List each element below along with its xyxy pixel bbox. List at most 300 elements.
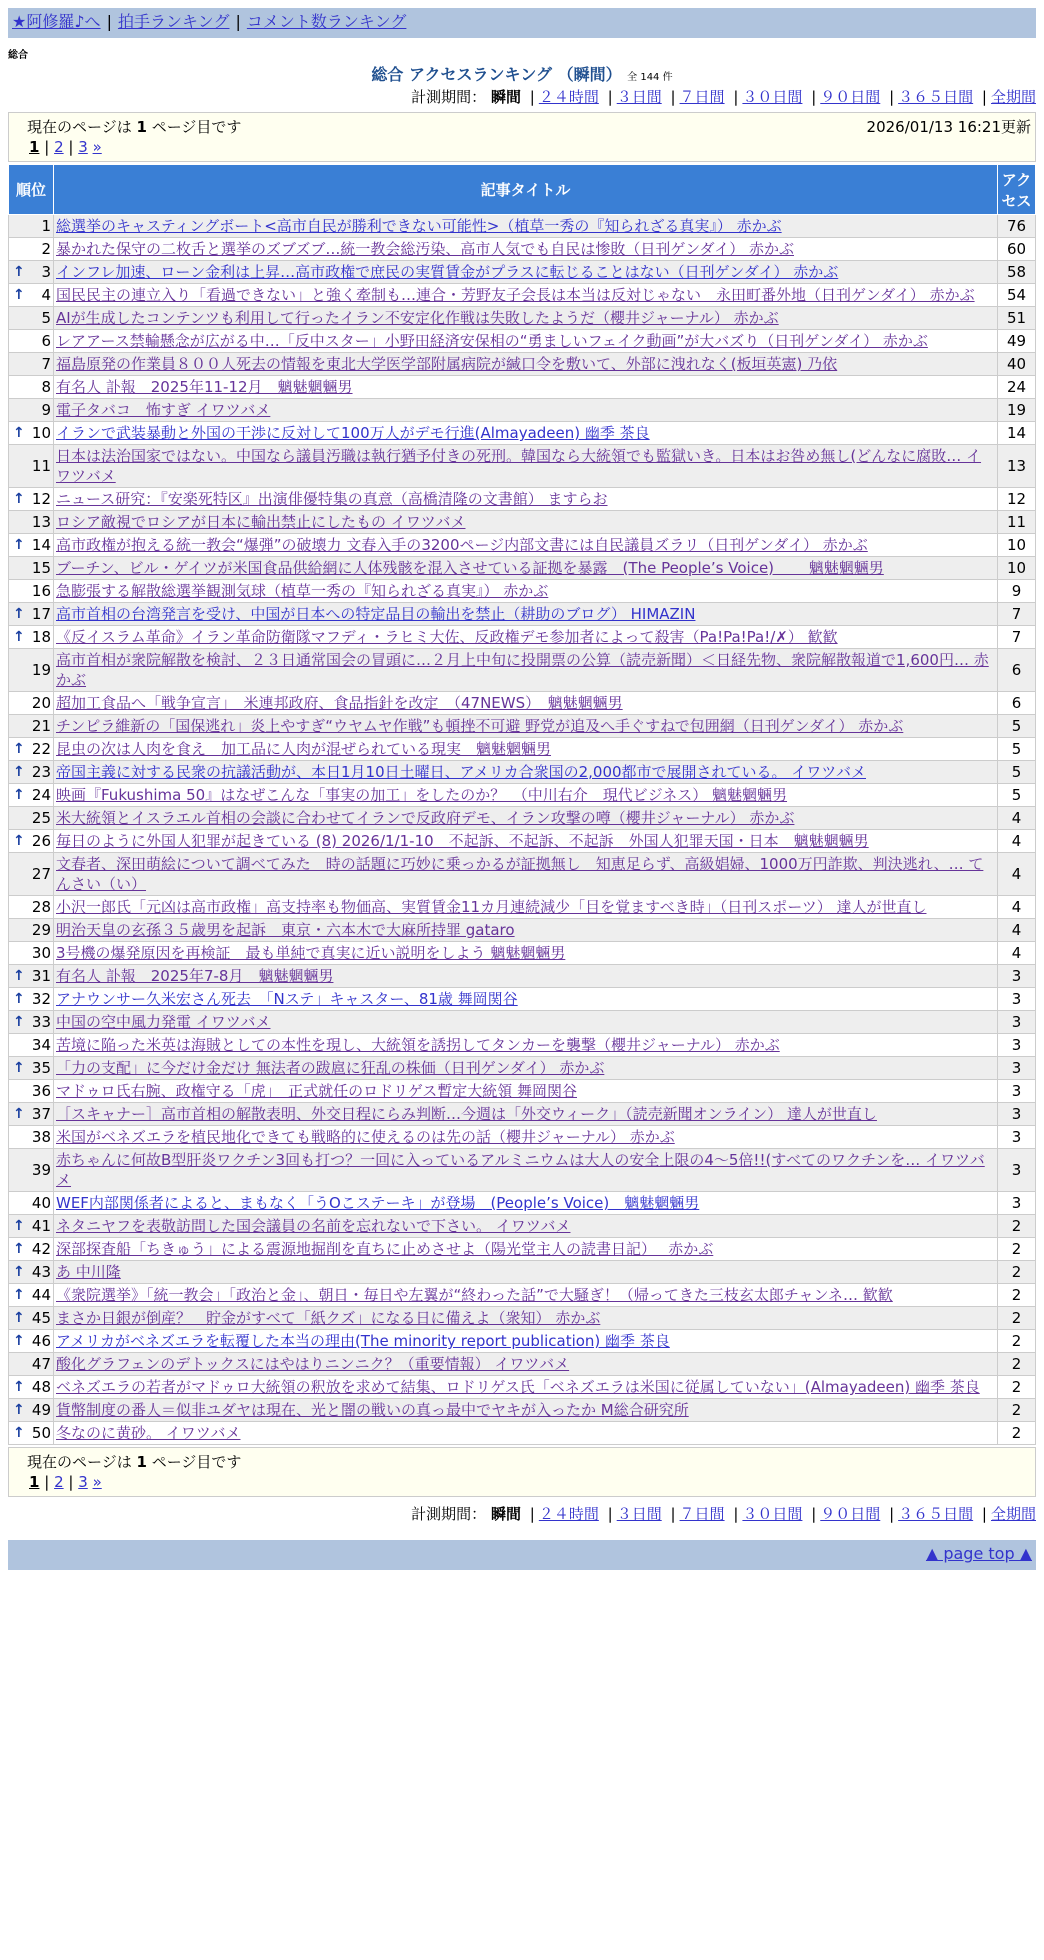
ranking-rows [9, 215, 1036, 1445]
article-link[interactable]: 酸化グラフェンのデトックスにはやはりニンニク？（重要情報） イワツバメ [56, 1355, 570, 1373]
rank-cell [9, 488, 54, 511]
period-selector-top [411, 86, 1036, 107]
rank-number: 22 [31, 740, 51, 758]
title-cell [54, 626, 998, 649]
article-link[interactable]: 中国の空中風力発電 イワツバメ [56, 1013, 271, 1031]
period-separator: | [529, 88, 535, 106]
article-link[interactable]: 帝国主義に対する民衆の抗議活動が、本日1月10日土曜日、アメリカ合衆国の2,000都市で展開されている。 イワツバメ [56, 763, 866, 781]
title-cell [54, 1192, 998, 1215]
access-count: 2 [998, 1215, 1036, 1238]
page-3-link[interactable]: 3 [78, 1473, 88, 1491]
title-cell [54, 738, 998, 761]
table-row [9, 284, 1036, 307]
rank-cell [9, 1126, 54, 1149]
rank-cell [9, 1284, 54, 1307]
access-count: 3 [998, 1149, 1036, 1192]
rank-number: 23 [31, 763, 51, 781]
rank-number: 12 [31, 490, 51, 508]
rank-cell [9, 1149, 54, 1192]
rank-cell [9, 942, 54, 965]
rank-number: 29 [31, 921, 51, 939]
period-separator: | [811, 88, 817, 106]
access-count: 5 [998, 738, 1036, 761]
rank-cell [9, 1011, 54, 1034]
comment-ranking-link[interactable]: コメント数ランキング [246, 12, 407, 31]
rank-up-icon: ↑ [13, 991, 25, 1007]
rank-number: 42 [31, 1240, 51, 1258]
rank-up-icon: ↑ [13, 741, 25, 757]
period-90d-link[interactable]: ９０日間 [820, 88, 881, 106]
page-1-link[interactable]: 1 [29, 138, 40, 156]
current-page-number: 1 [136, 1453, 147, 1471]
article-link[interactable]: レアアース禁輸懸念が広がる中…「反中スター」小野田経済安保相の“勇ましいフェイク動画”が大バズり（日刊ゲンダイ） 赤かぶ [56, 332, 928, 350]
rank-number: 21 [31, 717, 51, 735]
top-nav-bar [8, 8, 1036, 38]
access-count: 2 [998, 1399, 1036, 1422]
current-page-text [27, 116, 241, 137]
clap-ranking-link[interactable]: 拍手ランキング [117, 12, 230, 31]
period-all-link[interactable]: 全期間 [990, 88, 1036, 106]
rank-cell [9, 1057, 54, 1080]
table-row [9, 1126, 1036, 1149]
access-count: 2 [998, 1353, 1036, 1376]
article-link[interactable]: 高市政権が抱える統一教会“爆弾”の破壊力 文春入手の3200ページ内部文書には自民議員ズラリ（日刊ゲンダイ） 赤かぶ [56, 536, 868, 554]
rank-cell [9, 1399, 54, 1422]
current-page-prefix: 現在のページは [27, 1453, 132, 1471]
total-count: 全 144 件 [627, 72, 673, 83]
rank-up-icon: ↑ [13, 833, 25, 849]
table-row [9, 1399, 1036, 1422]
access-count: 4 [998, 942, 1036, 965]
article-link[interactable]: 電子タバコ 怖すぎ イワツバメ [56, 401, 271, 419]
period-separator: | [889, 88, 895, 106]
pagination-bottom [29, 1473, 102, 1491]
rank-cell [9, 330, 54, 353]
rank-cell [9, 603, 54, 626]
rank-cell [9, 1238, 54, 1261]
table-row [9, 376, 1036, 399]
rank-cell [9, 1422, 54, 1445]
access-count: 3 [998, 1011, 1036, 1034]
rank-cell [9, 1330, 54, 1353]
article-link[interactable]: アナウンサー久米宏さん死去 「Nステ」キャスター、81歳 舞岡関谷 [56, 990, 518, 1008]
title-cell [54, 853, 998, 896]
rank-number: 8 [41, 378, 51, 396]
title-cell [54, 238, 998, 261]
rank-cell [9, 307, 54, 330]
rank-cell [9, 896, 54, 919]
page-2-link[interactable]: 2 [54, 138, 64, 156]
rank-cell [9, 376, 54, 399]
article-link[interactable]: マドゥロ氏右腕、政権守る「虎」 正式就任のロドリゲス暫定大統領 舞岡関谷 [56, 1082, 577, 1100]
rank-number: 16 [31, 582, 51, 600]
access-count: 4 [998, 853, 1036, 896]
current-page-number: 1 [136, 118, 147, 136]
article-link[interactable]: 苦境に陥った米英は海賊としての本性を現し、大統領を誘拐してタンカーを襲撃（櫻井ジャーナル） 赤かぶ [56, 1036, 780, 1054]
period-separator: | [811, 1505, 817, 1523]
rank-number: 11 [31, 457, 51, 475]
rank-number: 2 [41, 240, 51, 258]
rank-cell [9, 692, 54, 715]
title-cell [54, 1011, 998, 1034]
article-link[interactable]: AIが生成したコンテンツも利用して行ったイラン不安定化作戦は失敗したようだ（櫻井ジャーナル） 赤かぶ [56, 309, 779, 327]
period-90d-link[interactable]: ９０日間 [820, 1505, 881, 1523]
table-row [9, 715, 1036, 738]
home-link[interactable]: ★阿修羅♪へ [12, 12, 101, 31]
table-row [9, 1080, 1036, 1103]
table-row [9, 422, 1036, 445]
period-365d-link[interactable]: ３６５日間 [898, 88, 974, 106]
rank-up-icon: ↑ [13, 1218, 25, 1234]
access-count: 49 [998, 330, 1036, 353]
period-30d-link[interactable]: ３０日間 [742, 88, 803, 106]
period-current: 瞬間 [490, 1505, 521, 1523]
rank-cell [9, 1353, 54, 1376]
period-separator: | [670, 1505, 676, 1523]
rank-number: 43 [31, 1263, 51, 1281]
rank-cell [9, 1261, 54, 1284]
updated-timestamp: 2026/01/13 16:21更新 [866, 118, 1031, 136]
rank-up-icon: ↑ [13, 264, 25, 280]
article-link[interactable]: 赤ちゃんに何故B型肝炎ワクチン3回も打つ？一回に入っているアルミニウムは大人の安全上限の4～5倍!!(すべてのワクチンを… イワツバメ [56, 1151, 985, 1189]
access-count: 3 [998, 1103, 1036, 1126]
table-row [9, 1238, 1036, 1261]
rank-cell [9, 761, 54, 784]
access-count: 40 [998, 353, 1036, 376]
nav-separator: | [235, 12, 241, 31]
table-row [9, 307, 1036, 330]
title-cell [54, 1307, 998, 1330]
rank-up-icon: ↑ [13, 1264, 25, 1280]
title-cell [54, 603, 998, 626]
table-row [9, 919, 1036, 942]
access-count: 2 [998, 1376, 1036, 1399]
page-3-link[interactable]: 3 [78, 138, 88, 156]
access-count: 10 [998, 557, 1036, 580]
title-cell [54, 488, 998, 511]
page-separator: | [68, 138, 74, 156]
article-link[interactable]: チンピラ維新の「国保逃れ」炎上やすぎ“ウヤムヤ作戦”も頓挫不可避 野党が追及へ手ぐすねで包囲網（日刊ゲンダイ） 赤かぶ [56, 717, 904, 735]
title-cell [54, 307, 998, 330]
access-count: 5 [998, 715, 1036, 738]
rank-header: 順位 [9, 165, 54, 215]
page-separator: | [68, 1473, 74, 1491]
article-link[interactable]: 映画『Fukushima 50』はなぜこんな「事実の加工」をしたのか？ （中川右介 現代ビジネス） 魑魅魍魎男 [56, 786, 788, 804]
rank-number: 6 [41, 332, 51, 350]
period-7d-link[interactable]: ７日間 [679, 88, 725, 106]
article-link[interactable]: 国民民主の連立入り「看過できない」と強く牽制も…連合・芳野友子会長は本当は反対じゃない 永田町番外地（日刊ゲンダイ） 赤かぶ [56, 286, 975, 304]
access-count: 2 [998, 1422, 1036, 1445]
table-row [9, 1261, 1036, 1284]
article-link[interactable]: 冬なのに黄砂。 イワツバメ [56, 1424, 241, 1442]
access-count: 4 [998, 807, 1036, 830]
rank-number: 5 [41, 309, 51, 327]
period-separator: | [889, 1505, 895, 1523]
rank-number: 1 [41, 217, 51, 235]
table-row [9, 1376, 1036, 1399]
title-cell [54, 1422, 998, 1445]
table-row [9, 261, 1036, 284]
table-row [9, 580, 1036, 603]
rank-cell [9, 1215, 54, 1238]
rank-up-icon: ↑ [13, 1241, 25, 1257]
rank-up-icon: ↑ [13, 1060, 25, 1076]
current-page-suffix: ページ目です [151, 118, 242, 136]
rank-up-icon: ↑ [13, 629, 25, 645]
article-link[interactable]: ブーチン、ビル・ゲイツが米国食品供給網に人体残骸を混入させている証拠を暴露 (The People’s Voice) 魑魅魍魎男 [56, 559, 884, 577]
footer-bar [8, 1540, 1036, 1570]
article-link[interactable]: まさか日銀が倒産？ 貯金がすべて「紙クズ」になる日に備えよ（衆知） 赤かぶ [56, 1309, 601, 1327]
article-link[interactable]: ロシア敵視でロシアが日本に輸出禁止にしたもの イワツバメ [56, 513, 466, 531]
access-count: 5 [998, 761, 1036, 784]
rank-number: 4 [41, 286, 51, 304]
article-link[interactable]: 文春者、深田萌絵について調べてみた 時の話題に巧妙に乗っかるが証拠無し 知恵足らず、高級娼婦、1000万円詐欺、判決逃れ、… てんさい（い） [56, 855, 984, 893]
title-cell [54, 1057, 998, 1080]
access-count: 2 [998, 1238, 1036, 1261]
rank-number: 27 [31, 865, 51, 883]
title-cell [54, 1261, 998, 1284]
article-link[interactable]: インフレ加速、ローン金利は上昇…高市政権で庶民の実質賃金がプラスに転じることはない（日刊ゲンダイ） 赤かぶ [56, 263, 839, 281]
title-cell [54, 580, 998, 603]
period-3d-link[interactable]: ３日間 [616, 1505, 662, 1523]
rank-cell [9, 1376, 54, 1399]
rank-cell [9, 626, 54, 649]
rank-number: 46 [31, 1332, 51, 1350]
period-separator: | [733, 1505, 739, 1523]
access-count: 24 [998, 376, 1036, 399]
rank-cell [9, 399, 54, 422]
access-count: 3 [998, 1057, 1036, 1080]
rank-cell [9, 965, 54, 988]
rank-number: 17 [31, 605, 51, 623]
period-24h-link[interactable]: ２４時間 [538, 88, 599, 106]
period-3d-link[interactable]: ３日間 [616, 88, 662, 106]
period-365d-link[interactable]: ３６５日間 [898, 1505, 974, 1523]
access-count: 4 [998, 830, 1036, 853]
rank-up-icon: ↑ [13, 1106, 25, 1122]
current-page-text [27, 1451, 241, 1472]
article-link[interactable]: 3号機の爆発原因を再検証 最も単純で真実に近い説明をしよう 魑魅魍魎男 [56, 944, 566, 962]
article-link[interactable]: 米国がベネズエラを植民地化できても戦略的に使えるのは先の話（櫻井ジャーナル） 赤かぶ [56, 1128, 675, 1146]
rank-number: 18 [31, 628, 51, 646]
table-row [9, 1353, 1036, 1376]
access-count: 2 [998, 1261, 1036, 1284]
rank-cell [9, 1080, 54, 1103]
rank-cell [9, 557, 54, 580]
article-link[interactable]: 有名人 訃報 2025年11-12月 魑魅魍魎男 [56, 378, 353, 396]
access-count: 54 [998, 284, 1036, 307]
table-row [9, 738, 1036, 761]
title-cell [54, 896, 998, 919]
rank-cell [9, 988, 54, 1011]
rank-up-icon: ↑ [13, 1014, 25, 1030]
rank-number: 49 [31, 1401, 51, 1419]
table-row [9, 896, 1036, 919]
title-cell [54, 1399, 998, 1422]
rank-cell [9, 580, 54, 603]
table-row [9, 830, 1036, 853]
article-link[interactable]: 有名人 訃報 2025年7-8月 魑魅魍魎男 [56, 967, 334, 985]
rank-number: 14 [31, 536, 51, 554]
article-link[interactable]: 暴かれた保守の二枚舌と選挙のズブズブ…統一教会総汚染、高市人気でも自民は惨敗（日刊ゲンダイ） 赤かぶ [56, 240, 794, 258]
table-row [9, 1307, 1036, 1330]
article-link[interactable]: ネタニヤフを表敬訪問した国会議員の名前を忘れないで下さい。 イワツバメ [56, 1217, 571, 1235]
rank-up-icon: ↑ [13, 764, 25, 780]
article-link[interactable]: 《衆院選挙》「統一教会」「政治と金」、朝日・毎日や左翼が“終わった話”で大騒ぎ！（帰ってきた三枝玄太郎チャンネ… 歓歓 [56, 1286, 893, 1304]
period-30d-link[interactable]: ３０日間 [742, 1505, 803, 1523]
period-7d-link[interactable]: ７日間 [679, 1505, 725, 1523]
title-cell [54, 1330, 998, 1353]
title-cell [54, 1376, 998, 1399]
table-row [9, 1422, 1036, 1445]
page-2-link[interactable]: 2 [54, 1473, 64, 1491]
access-count: 2 [998, 1330, 1036, 1353]
table-row [9, 784, 1036, 807]
article-link[interactable]: ニュース研究：『安楽死特区』出演俳優特集の真意（高橋清隆の文書館） ますらお [56, 490, 608, 508]
rank-number: 36 [31, 1082, 51, 1100]
rank-cell [9, 238, 54, 261]
title-cell [54, 1034, 998, 1057]
article-link[interactable]: 高市首相の台湾発言を受け、中国が日本への特定品目の輸出を禁止（耕助のブログ） HIMAZIN [56, 605, 696, 623]
title-cell [54, 445, 998, 488]
article-link[interactable]: 深部探査船「ちきゅう」による震源地掘削を直ちに止めさせよ（陽光堂主人の読書日記） 赤かぶ [56, 1240, 714, 1258]
article-link[interactable]: 米大統領とイスラエル首相の会談に合わせてイランで反政府デモ、イラン攻撃の噂（櫻井ジャーナル） 赤かぶ [56, 809, 795, 827]
rank-number: 44 [31, 1286, 51, 1304]
title-cell [54, 692, 998, 715]
table-row [9, 1330, 1036, 1353]
rank-cell [9, 738, 54, 761]
article-link[interactable]: ベネズエラの若者がマドゥロ大統領の釈放を求めて結集、ロドリゲス氏「ベネズエラは米国に従属していない」(Almayadeen) 幽季 茶良 [56, 1378, 980, 1396]
access-count: 3 [998, 988, 1036, 1011]
rank-cell [9, 261, 54, 284]
table-row [9, 399, 1036, 422]
access-count: 7 [998, 626, 1036, 649]
period-label: 計測期間： [411, 88, 487, 106]
access-count: 14 [998, 422, 1036, 445]
rank-cell [9, 715, 54, 738]
ranking-title: 総合 アクセスランキング （瞬間） [371, 65, 622, 84]
title-cell [54, 1238, 998, 1261]
title-cell [54, 649, 998, 692]
article-link[interactable]: 日本は法治国家ではない。中国なら議員汚職は執行猶予付きの死刑。韓国なら大統領でも監獄いき。日本はお咎め無し(どんなに腐敗… イワツバメ [56, 447, 982, 485]
article-link[interactable]: アメリカがベネズエラを転覆した本当の理由(The minority report publication) 幽季 茶良 [56, 1332, 670, 1350]
rank-cell [9, 422, 54, 445]
article-link[interactable]: 貨幣制度の番人＝似非ユダヤは現在、光と闇の戦いの真っ最中でヤキが入ったか M総合研究所 [56, 1401, 689, 1419]
title-cell [54, 807, 998, 830]
rank-cell [9, 830, 54, 853]
rank-number: 47 [31, 1355, 51, 1373]
access-count: 3 [998, 1192, 1036, 1215]
nav-separator: | [106, 12, 112, 31]
next-page-link[interactable]: » [92, 1473, 102, 1491]
article-link[interactable]: 「力の支配」に今だけ金だけ 無法者の跋扈に狂乱の株価（日刊ゲンダイ） 赤かぶ [56, 1059, 605, 1077]
period-separator: | [607, 88, 613, 106]
access-count: 60 [998, 238, 1036, 261]
article-link[interactable]: 福島原発の作業員８００人死去の情報を東北大学医学部附属病院が緘口令を敷いて、外部に洩れなく(板垣英憲) 乃依 [56, 355, 838, 373]
page-title [0, 62, 1044, 85]
rank-cell [9, 807, 54, 830]
access-count: 9 [998, 580, 1036, 603]
article-link[interactable]: 超加工食品へ「戦争宣言」 米連邦政府、食品指針を改定 （47NEWS） 魑魅魍魎男 [56, 694, 623, 712]
page-info-top [8, 112, 1036, 162]
article-link[interactable]: イランで武装暴動と外国の干渉に反対して100万人がデモ行進(Almayadeen) 幽季 茶良 [56, 424, 650, 442]
section-label: 総合 [8, 50, 28, 61]
table-row [9, 1034, 1036, 1057]
rank-up-icon: ↑ [13, 1333, 25, 1349]
period-selector-bottom [411, 1503, 1036, 1524]
period-24h-link[interactable]: ２４時間 [538, 1505, 599, 1523]
article-link[interactable]: 総選挙のキャスティングボート<高市自民が勝利できない可能性>（植草一秀の『知られざる真実』） 赤かぶ [56, 217, 782, 235]
table-row [9, 215, 1036, 238]
title-cell [54, 399, 998, 422]
period-all-link[interactable]: 全期間 [990, 1505, 1036, 1523]
article-link[interactable]: 明治天皇の玄孫３５歳男を起訴 東京・六本木で大麻所持罪 gataro [56, 921, 515, 939]
rank-number: 24 [31, 786, 51, 804]
table-row [9, 942, 1036, 965]
article-link[interactable]: 昆虫の次は人肉を食え 加工品に人肉が混ぜられている現実 魑魅魍魎男 [56, 740, 552, 758]
table-row [9, 988, 1036, 1011]
access-count: 11 [998, 511, 1036, 534]
article-link[interactable]: 毎日のように外国人犯罪が起きている (8) 2026/1/1-10 不起訴、不起訴、不起訴 外国人犯罪天国・日本 魑魅魍魎男 [56, 832, 869, 850]
table-row [9, 649, 1036, 692]
table-row [9, 761, 1036, 784]
article-link[interactable]: 小沢一郎氏「元凶は高市政権」高支持率も物価高、実質賃金11カ月連続減少「目を覚ますべき時」（日刊スポーツ） 達人が世直し [56, 898, 927, 916]
rank-cell [9, 649, 54, 692]
table-row [9, 1103, 1036, 1126]
period-separator: | [670, 88, 676, 106]
rank-number: 48 [31, 1378, 51, 1396]
title-cell [54, 353, 998, 376]
article-link[interactable]: 高市首相が衆院解散を検討、２３日通常国会の冒頭に…２月上中旬に投開票の公算（読売新聞）＜日経先物、衆院解散報道で1,600円… 赤かぶ [56, 651, 989, 689]
access-count: 7 [998, 603, 1036, 626]
rank-up-icon: ↑ [13, 287, 25, 303]
article-link[interactable]: WEF内部関係者によると、まもなく「うOこステーキ」が登場 (People’s Voice) 魑魅魍魎男 [56, 1194, 700, 1212]
access-count: 4 [998, 919, 1036, 942]
rank-up-icon: ↑ [13, 1402, 25, 1418]
rank-number: 20 [31, 694, 51, 712]
table-row [9, 353, 1036, 376]
next-page-link[interactable]: » [92, 138, 102, 156]
rank-number: 32 [31, 990, 51, 1008]
rank-cell [9, 353, 54, 376]
rank-number: 10 [31, 424, 51, 442]
article-link[interactable]: ［スキャナー］高市首相の解散表明、外交日程にらみ判断…今週は「外交ウィーク」（読売新聞オンライン） 達人が世直し [56, 1105, 877, 1123]
page-1-link[interactable]: 1 [29, 1473, 40, 1491]
rank-cell [9, 1307, 54, 1330]
rank-number: 45 [31, 1309, 51, 1327]
rank-up-icon: ↑ [13, 491, 25, 507]
rank-cell [9, 1103, 54, 1126]
table-row [9, 1057, 1036, 1080]
access-count: 5 [998, 784, 1036, 807]
rank-number: 40 [31, 1194, 51, 1212]
ranking-table [8, 164, 1036, 1445]
rank-number: 7 [41, 355, 51, 373]
article-link[interactable]: 急膨張する解散総選挙観測気球（植草一秀の『知られざる真実』） 赤かぶ [56, 582, 549, 600]
article-link[interactable]: 《反イスラム革命》イラン革命防衛隊マフディ・ラヒミ大佐、反政権デモ参加者によって殺害（Pa!Pa!Pa!/✗） 歓歓 [56, 628, 838, 646]
title-cell [54, 1149, 998, 1192]
access-count: 6 [998, 692, 1036, 715]
table-row [9, 511, 1036, 534]
rank-up-icon: ↑ [13, 1379, 25, 1395]
page-separator: | [44, 138, 50, 156]
access-count: 58 [998, 261, 1036, 284]
table-row [9, 445, 1036, 488]
rank-number: 26 [31, 832, 51, 850]
page-top-link[interactable]: ▲ page top ▲ [925, 1544, 1032, 1563]
table-row [9, 1011, 1036, 1034]
article-link[interactable]: あ 中川隆 [56, 1263, 121, 1281]
